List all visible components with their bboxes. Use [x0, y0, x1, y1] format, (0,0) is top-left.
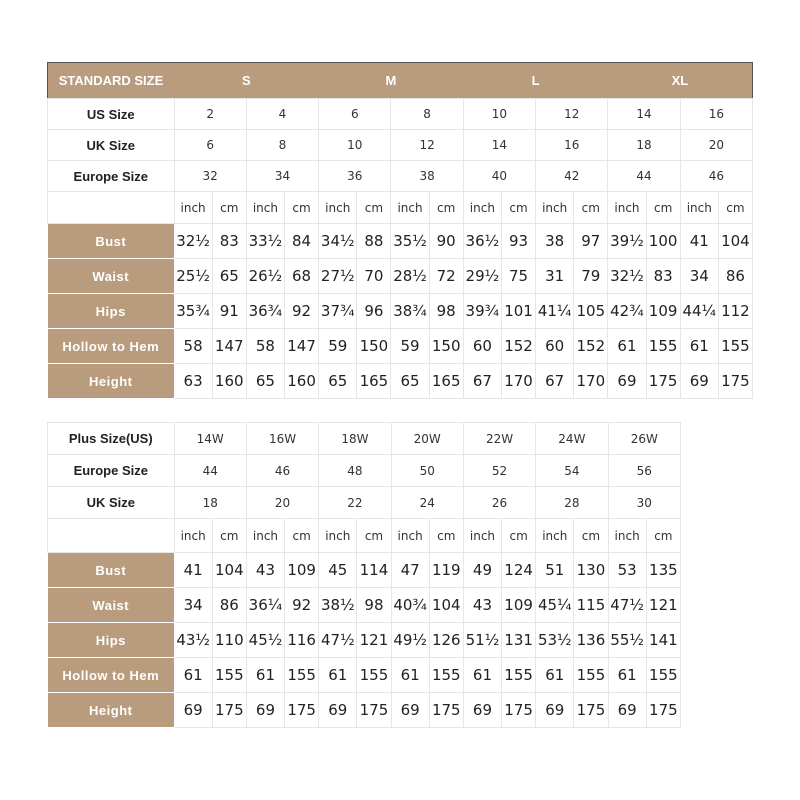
- measurement-value: 51: [536, 553, 574, 588]
- unit-inch-label: inch: [608, 519, 646, 553]
- unit-inch-label: inch: [391, 192, 429, 224]
- measurement-value: 49½: [391, 623, 429, 658]
- measurement-value: 63: [174, 364, 212, 399]
- measurement-value: 175: [285, 693, 319, 728]
- measurement-label: Bust: [48, 553, 175, 588]
- size-value: 18W: [319, 423, 391, 455]
- measurement-value: 119: [429, 553, 463, 588]
- size-value: 22: [319, 487, 391, 519]
- measurement-value: 65: [212, 259, 246, 294]
- measurement-value: 155: [429, 658, 463, 693]
- size-row: [48, 161, 753, 192]
- measurement-value: 126: [429, 623, 463, 658]
- size-value: 54: [536, 455, 608, 487]
- size-value: 18: [608, 130, 680, 161]
- measurement-value: 43: [463, 588, 501, 623]
- measurement-value: 96: [357, 294, 391, 329]
- measurement-value: 72: [429, 259, 463, 294]
- size-value: 20: [680, 130, 752, 161]
- measurement-value: 155: [646, 329, 680, 364]
- size-value: 46: [246, 455, 318, 487]
- measurement-value: 175: [502, 693, 536, 728]
- measurement-value: 165: [429, 364, 463, 399]
- measurement-value: 115: [574, 588, 608, 623]
- size-value: 46: [680, 161, 752, 192]
- measurement-value: 75: [501, 259, 535, 294]
- size-group-m: M: [319, 63, 464, 99]
- unit-cm-label: cm: [574, 192, 608, 224]
- unit-cm-label: cm: [574, 519, 608, 553]
- measurement-value: 43½: [174, 623, 212, 658]
- measurement-value: 110: [212, 623, 246, 658]
- measurement-value: 98: [429, 294, 463, 329]
- measurement-value: 34½: [319, 224, 357, 259]
- measurement-row: [48, 364, 753, 399]
- measurement-row: [48, 588, 681, 623]
- measurement-value: 58: [246, 329, 284, 364]
- measurement-value: 109: [285, 553, 319, 588]
- unit-inch-label: inch: [319, 192, 357, 224]
- measurement-label: Hollow to Hem: [48, 658, 175, 693]
- measurement-value: 41: [680, 224, 718, 259]
- size-row: [48, 423, 681, 455]
- measurement-value: 36½: [463, 224, 501, 259]
- unit-cm-label: cm: [429, 192, 463, 224]
- measurement-value: 109: [646, 294, 680, 329]
- measurement-value: 59: [319, 329, 357, 364]
- unit-cm-label: cm: [646, 192, 680, 224]
- measurement-value: 53: [608, 553, 646, 588]
- measurement-value: 47: [391, 553, 429, 588]
- size-row-label: Plus Size(US): [48, 423, 175, 455]
- measurement-label: Height: [48, 693, 175, 728]
- unit-row: [48, 192, 753, 224]
- unit-cm-label: cm: [357, 519, 391, 553]
- standard-size-label: STANDARD SIZE: [48, 63, 175, 99]
- measurement-value: 61: [246, 658, 284, 693]
- measurement-value: 26½: [246, 259, 284, 294]
- unit-inch-label: inch: [246, 192, 284, 224]
- measurement-value: 61: [463, 658, 501, 693]
- measurement-value: 160: [284, 364, 318, 399]
- measurement-value: 109: [502, 588, 536, 623]
- size-value: 12: [536, 99, 608, 130]
- measurement-value: 155: [646, 658, 680, 693]
- size-value: 48: [319, 455, 391, 487]
- measurement-value: 29½: [463, 259, 501, 294]
- measurement-value: 105: [574, 294, 608, 329]
- measurement-value: 136: [574, 623, 608, 658]
- measurement-label: Hips: [48, 623, 175, 658]
- measurement-value: 101: [501, 294, 535, 329]
- size-value: 52: [463, 455, 535, 487]
- measurement-value: 36¾: [246, 294, 284, 329]
- size-value: 20: [246, 487, 318, 519]
- measurement-value: 100: [646, 224, 680, 259]
- measurement-value: 175: [646, 693, 680, 728]
- measurement-value: 130: [574, 553, 608, 588]
- size-value: 28: [536, 487, 608, 519]
- measurement-value: 69: [608, 364, 646, 399]
- unit-inch-label: inch: [246, 519, 284, 553]
- measurement-value: 152: [574, 329, 608, 364]
- measurement-row: [48, 259, 753, 294]
- measurement-value: 47½: [608, 588, 646, 623]
- size-value: 6: [174, 130, 246, 161]
- measurement-value: 61: [608, 329, 646, 364]
- measurement-value: 61: [536, 658, 574, 693]
- unit-inch-label: inch: [536, 519, 574, 553]
- measurement-value: 44¼: [680, 294, 718, 329]
- measurement-value: 175: [429, 693, 463, 728]
- size-value: 12: [391, 130, 463, 161]
- measurement-value: 152: [501, 329, 535, 364]
- measurement-value: 83: [646, 259, 680, 294]
- measurement-value: 35¾: [174, 294, 212, 329]
- size-value: 14: [463, 130, 535, 161]
- size-row-label: UK Size: [48, 130, 175, 161]
- measurement-value: 97: [574, 224, 608, 259]
- measurement-value: 38½: [319, 588, 357, 623]
- size-value: 2: [174, 99, 246, 130]
- measurement-value: 104: [429, 588, 463, 623]
- measurement-value: 45¼: [536, 588, 574, 623]
- measurement-value: 65: [246, 364, 284, 399]
- measurement-value: 131: [502, 623, 536, 658]
- measurement-value: 69: [536, 693, 574, 728]
- measurement-value: 114: [357, 553, 391, 588]
- size-row: [48, 130, 753, 161]
- measurement-value: 84: [284, 224, 318, 259]
- size-group-l: L: [463, 63, 608, 99]
- measurement-value: 147: [284, 329, 318, 364]
- unit-cm-label: cm: [212, 519, 246, 553]
- plus-size-table: [47, 422, 681, 728]
- unit-inch-label: inch: [174, 192, 212, 224]
- measurement-value: 68: [284, 259, 318, 294]
- unit-inch-label: inch: [608, 192, 646, 224]
- measurement-value: 175: [718, 364, 752, 399]
- unit-row-blank: [48, 192, 175, 224]
- size-value: 14W: [174, 423, 246, 455]
- measurement-value: 155: [574, 658, 608, 693]
- measurement-value: 69: [319, 693, 357, 728]
- size-value: 32: [174, 161, 246, 192]
- measurement-value: 165: [357, 364, 391, 399]
- measurement-value: 83: [212, 224, 246, 259]
- measurement-value: 45: [319, 553, 357, 588]
- measurement-value: 36¼: [246, 588, 284, 623]
- measurement-value: 155: [212, 658, 246, 693]
- measurement-value: 121: [357, 623, 391, 658]
- measurement-value: 175: [357, 693, 391, 728]
- measurement-value: 60: [536, 329, 574, 364]
- size-value: 40: [463, 161, 535, 192]
- size-value: 10: [319, 130, 391, 161]
- measurement-value: 61: [174, 658, 212, 693]
- unit-cm-label: cm: [212, 192, 246, 224]
- measurement-value: 41: [174, 553, 212, 588]
- measurement-value: 41¼: [536, 294, 574, 329]
- size-value: 44: [174, 455, 246, 487]
- measurement-value: 34: [174, 588, 212, 623]
- unit-cm-label: cm: [502, 519, 536, 553]
- measurement-value: 51½: [463, 623, 501, 658]
- standard-size-table: [47, 62, 753, 399]
- size-value: 20W: [391, 423, 463, 455]
- size-row-label: Europe Size: [48, 455, 175, 487]
- size-group-header-row: [48, 63, 753, 99]
- size-row: [48, 99, 753, 130]
- unit-cm-label: cm: [501, 192, 535, 224]
- measurement-row: [48, 224, 753, 259]
- measurement-row: [48, 553, 681, 588]
- measurement-value: 61: [680, 329, 718, 364]
- unit-inch-label: inch: [319, 519, 357, 553]
- measurement-value: 104: [718, 224, 752, 259]
- measurement-value: 53½: [536, 623, 574, 658]
- measurement-value: 65: [391, 364, 429, 399]
- measurement-value: 28½: [391, 259, 429, 294]
- measurement-row: [48, 658, 681, 693]
- size-value: 10: [463, 99, 535, 130]
- size-value: 30: [608, 487, 680, 519]
- unit-row: [48, 519, 681, 553]
- measurement-value: 150: [429, 329, 463, 364]
- measurement-value: 155: [502, 658, 536, 693]
- size-value: 26W: [608, 423, 680, 455]
- size-value: 44: [608, 161, 680, 192]
- measurement-value: 27½: [319, 259, 357, 294]
- unit-cm-label: cm: [646, 519, 680, 553]
- unit-inch-label: inch: [536, 192, 574, 224]
- measurement-value: 91: [212, 294, 246, 329]
- measurement-value: 104: [212, 553, 246, 588]
- measurement-value: 70: [357, 259, 391, 294]
- measurement-value: 93: [501, 224, 535, 259]
- measurement-value: 88: [357, 224, 391, 259]
- measurement-label: Hollow to Hem: [48, 329, 175, 364]
- unit-cm-label: cm: [285, 519, 319, 553]
- measurement-value: 39¾: [463, 294, 501, 329]
- measurement-value: 116: [285, 623, 319, 658]
- measurement-label: Height: [48, 364, 175, 399]
- measurement-value: 155: [357, 658, 391, 693]
- measurement-value: 155: [718, 329, 752, 364]
- measurement-value: 175: [574, 693, 608, 728]
- size-value: 36: [319, 161, 391, 192]
- size-value: 24: [391, 487, 463, 519]
- measurement-value: 98: [357, 588, 391, 623]
- size-value: 8: [391, 99, 463, 130]
- measurement-value: 79: [574, 259, 608, 294]
- measurement-value: 47½: [319, 623, 357, 658]
- size-value: 50: [391, 455, 463, 487]
- measurement-value: 58: [174, 329, 212, 364]
- measurement-value: 175: [212, 693, 246, 728]
- unit-inch-label: inch: [680, 192, 718, 224]
- size-row-label: UK Size: [48, 487, 175, 519]
- size-value: 4: [246, 99, 318, 130]
- measurement-value: 69: [246, 693, 284, 728]
- size-value: 16W: [246, 423, 318, 455]
- size-row: [48, 455, 681, 487]
- unit-cm-label: cm: [284, 192, 318, 224]
- measurement-value: 67: [536, 364, 574, 399]
- measurement-label: Waist: [48, 588, 175, 623]
- measurement-value: 92: [284, 294, 318, 329]
- measurement-value: 147: [212, 329, 246, 364]
- size-value: 22W: [463, 423, 535, 455]
- unit-inch-label: inch: [463, 192, 501, 224]
- measurement-value: 135: [646, 553, 680, 588]
- measurement-value: 32½: [174, 224, 212, 259]
- measurement-value: 141: [646, 623, 680, 658]
- measurement-value: 38¾: [391, 294, 429, 329]
- size-value: 16: [680, 99, 752, 130]
- measurement-value: 37¾: [319, 294, 357, 329]
- size-value: 6: [319, 99, 391, 130]
- measurement-value: 61: [319, 658, 357, 693]
- measurement-value: 86: [212, 588, 246, 623]
- unit-cm-label: cm: [429, 519, 463, 553]
- measurement-value: 43: [246, 553, 284, 588]
- measurement-value: 170: [501, 364, 535, 399]
- size-group-s: S: [174, 63, 319, 99]
- size-value: 38: [391, 161, 463, 192]
- measurement-value: 39½: [608, 224, 646, 259]
- measurement-value: 59: [391, 329, 429, 364]
- measurement-value: 86: [718, 259, 752, 294]
- measurement-value: 124: [502, 553, 536, 588]
- measurement-value: 42¾: [608, 294, 646, 329]
- unit-inch-label: inch: [174, 519, 212, 553]
- measurement-value: 170: [574, 364, 608, 399]
- size-value: 18: [174, 487, 246, 519]
- size-group-xl: XL: [608, 63, 753, 99]
- measurement-value: 61: [608, 658, 646, 693]
- size-row-label: Europe Size: [48, 161, 175, 192]
- unit-cm-label: cm: [718, 192, 752, 224]
- measurement-value: 38: [536, 224, 574, 259]
- measurement-value: 40¾: [391, 588, 429, 623]
- measurement-row: [48, 329, 753, 364]
- measurement-value: 55½: [608, 623, 646, 658]
- measurement-value: 61: [391, 658, 429, 693]
- measurement-row: [48, 693, 681, 728]
- measurement-row: [48, 294, 753, 329]
- size-value: 42: [536, 161, 608, 192]
- measurement-label: Hips: [48, 294, 175, 329]
- measurement-value: 33½: [246, 224, 284, 259]
- unit-inch-label: inch: [391, 519, 429, 553]
- measurement-value: 69: [608, 693, 646, 728]
- size-value: 26: [463, 487, 535, 519]
- size-value: 24W: [536, 423, 608, 455]
- measurement-value: 31: [536, 259, 574, 294]
- unit-inch-label: inch: [463, 519, 501, 553]
- measurement-row: [48, 623, 681, 658]
- unit-cm-label: cm: [357, 192, 391, 224]
- measurement-value: 32½: [608, 259, 646, 294]
- measurement-value: 69: [391, 693, 429, 728]
- measurement-value: 34: [680, 259, 718, 294]
- measurement-value: 160: [212, 364, 246, 399]
- measurement-value: 121: [646, 588, 680, 623]
- measurement-value: 45½: [246, 623, 284, 658]
- measurement-value: 90: [429, 224, 463, 259]
- measurement-value: 69: [463, 693, 501, 728]
- size-value: 16: [536, 130, 608, 161]
- measurement-value: 175: [646, 364, 680, 399]
- measurement-value: 69: [680, 364, 718, 399]
- measurement-value: 67: [463, 364, 501, 399]
- size-value: 56: [608, 455, 680, 487]
- measurement-label: Waist: [48, 259, 175, 294]
- measurement-value: 65: [319, 364, 357, 399]
- size-value: 8: [246, 130, 318, 161]
- measurement-label: Bust: [48, 224, 175, 259]
- measurement-value: 35½: [391, 224, 429, 259]
- size-value: 34: [246, 161, 318, 192]
- measurement-value: 49: [463, 553, 501, 588]
- measurement-value: 69: [174, 693, 212, 728]
- size-row: [48, 487, 681, 519]
- measurement-value: 60: [463, 329, 501, 364]
- size-row-label: US Size: [48, 99, 175, 130]
- measurement-value: 150: [357, 329, 391, 364]
- unit-row-blank: [48, 519, 175, 553]
- size-value: 14: [608, 99, 680, 130]
- measurement-value: 155: [285, 658, 319, 693]
- measurement-value: 25½: [174, 259, 212, 294]
- measurement-value: 112: [718, 294, 752, 329]
- measurement-value: 92: [285, 588, 319, 623]
